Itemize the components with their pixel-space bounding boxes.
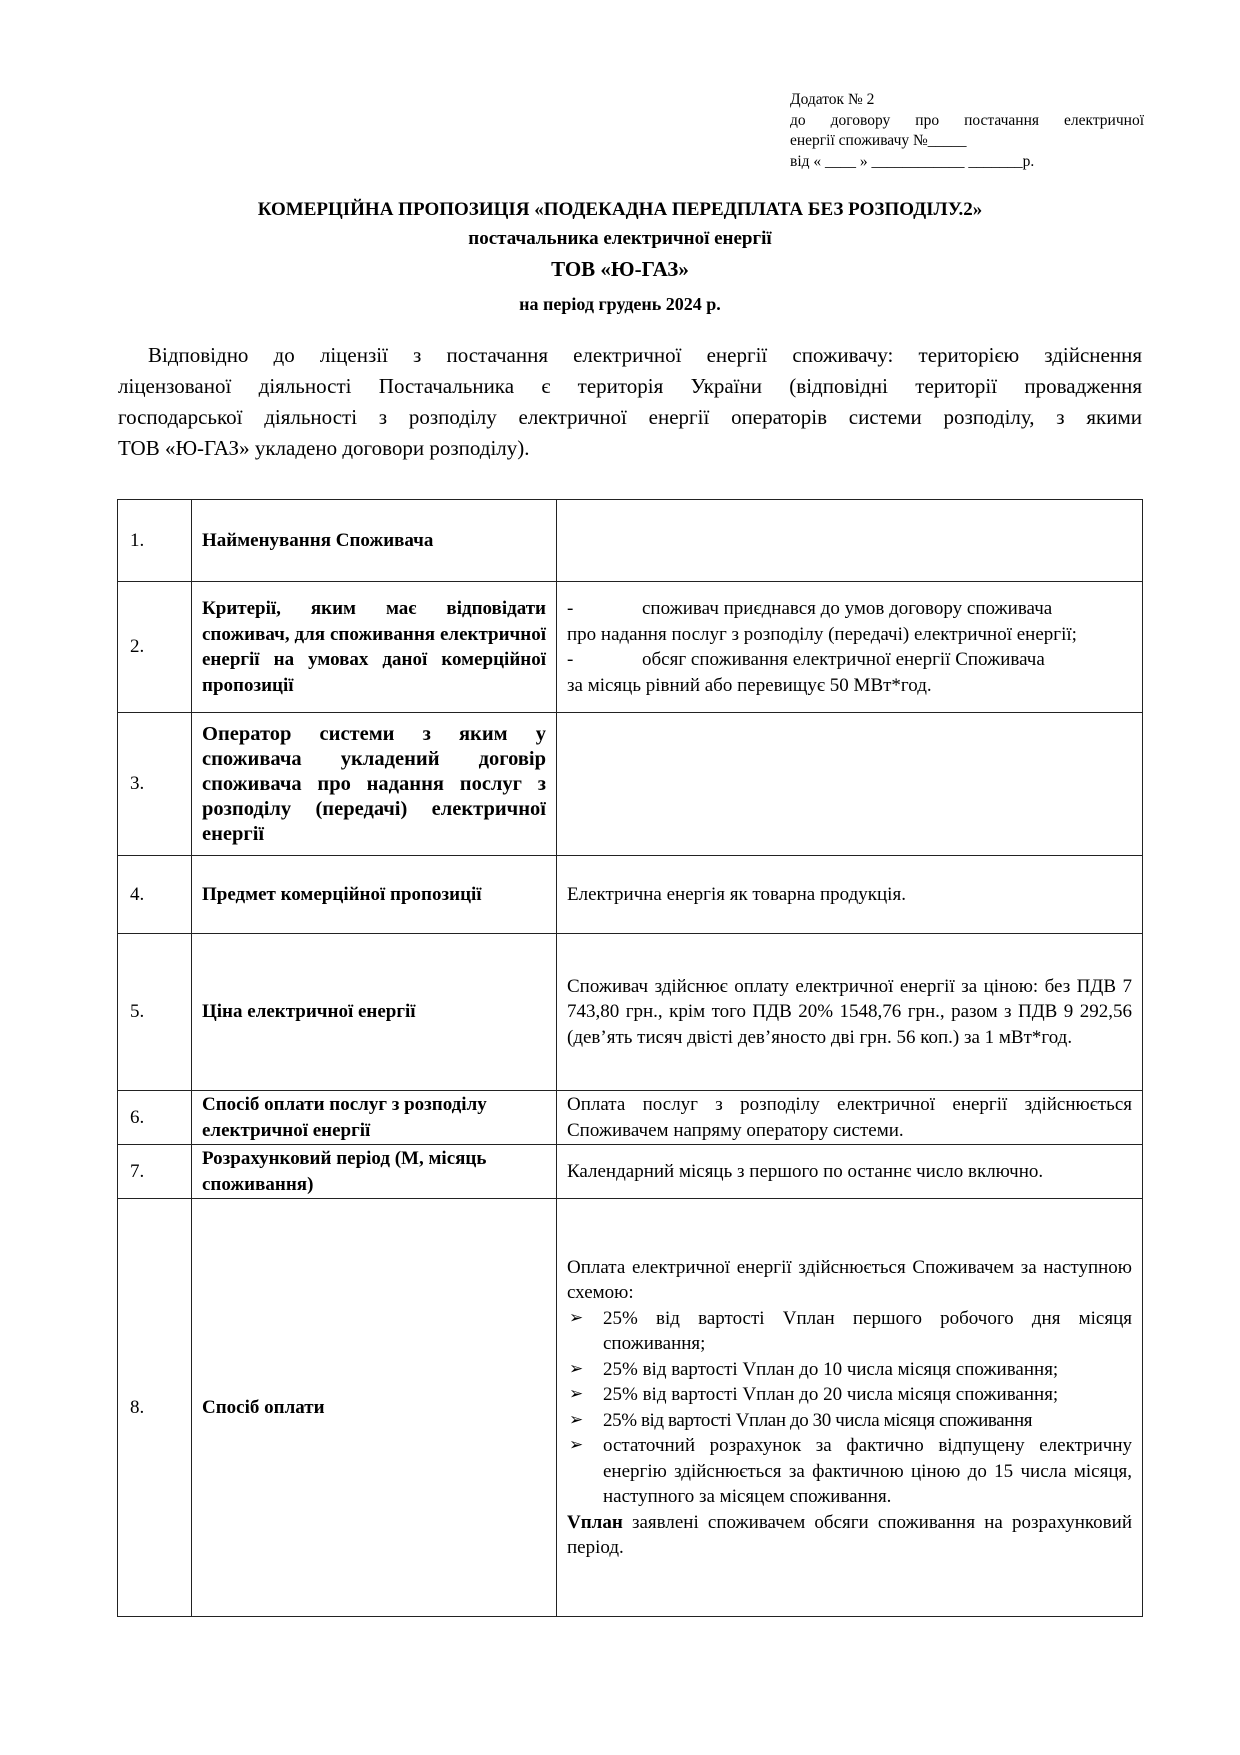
row-value	[557, 1199, 1143, 1617]
row-number: 3.	[118, 713, 192, 856]
payment-step: 25% від вартості Vплан до 30 числа місяця споживання	[603, 1409, 1033, 1431]
payment-step: 25% від вартості Vплан до 20 числа місяця споживання;	[603, 1384, 1059, 1405]
table-row	[118, 856, 1143, 934]
list-item	[567, 1433, 1132, 1510]
row-number: 6.	[118, 1091, 192, 1145]
annex-block	[790, 90, 1144, 172]
row-label: Найменування Споживача	[192, 500, 557, 582]
dash-marker: -	[567, 649, 574, 670]
document-subtitle: постачальника електричної енергії	[468, 228, 772, 249]
document-heading	[100, 195, 1140, 322]
criterion-tail: за місяць рівний або перевищує 50 МВт*год.	[567, 674, 932, 696]
vplan-definition: заявлені споживачем обсяги споживання на розрахунковий період.	[567, 1511, 1132, 1558]
arrowhead-bullet-icon: ➢	[569, 1435, 584, 1455]
table-row	[118, 1145, 1143, 1199]
criterion-head: обсяг споживання електричної енергії Споживача	[642, 649, 1045, 670]
payment-step: остаточний розрахунок за фактично відпущену електричну енергію здійснюється за фактичною ціною до 15 числа місяця, наступного за місяцем споживання.	[603, 1435, 1132, 1507]
vplan-note	[567, 1510, 1132, 1561]
row-value: Споживач здійснює оплату електричної енергії за ціною: без ПДВ 7 743,80 грн., крім того ПДВ 20% 1548,76 грн., разом з ПДВ 9 292,56 (дев’ять тисяч двісті дев’яносто дві грн. 56 коп.) за 1 мВт*год.	[557, 934, 1143, 1091]
intro-line: господарської діяльності з розподілу електричної енергії операторів системи розподілу, з якими	[118, 405, 1142, 429]
annex-date: від « ____ » ____________ _______р.	[790, 152, 1035, 170]
row-value: Оплата послуг з розподілу електричної енергії здійснюється Споживачем напряму оператору системи.	[557, 1091, 1143, 1145]
table-row	[118, 934, 1143, 1091]
arrowhead-bullet-icon: ➢	[569, 1358, 584, 1379]
arrowhead-bullet-icon: ➢	[569, 1409, 584, 1430]
row-number: 1.	[118, 500, 192, 582]
row-number: 5.	[118, 934, 192, 1091]
row-label: Ціна електричної енергії	[192, 934, 557, 1091]
intro-line: Відповідно до ліцензії з постачання електричної енергії споживачу: територією здійснення	[148, 343, 1142, 367]
offer-period: на період грудень 2024 р.	[519, 294, 721, 314]
row-label: Спосіб оплати послуг з розподілу електричної енергії	[192, 1091, 557, 1145]
row-value	[557, 582, 1143, 713]
row-value: Електрична енергія як товарна продукція.	[557, 856, 1143, 934]
table-row	[118, 1199, 1143, 1617]
arrowhead-bullet-icon: ➢	[569, 1384, 584, 1404]
vplan-term: Vплан	[567, 1511, 623, 1533]
row-number: 8.	[118, 1199, 192, 1617]
company-name: ТОВ «Ю-ГАЗ»	[551, 257, 689, 281]
list-item	[567, 1357, 1132, 1383]
row-number: 4.	[118, 856, 192, 934]
row-number: 7.	[118, 1145, 192, 1199]
row-label: Оператор системи з яким у споживача укладений договір споживача про надання послуг з розподілу (передачі) електричної енергії	[192, 713, 557, 856]
document-title: КОМЕРЦІЙНА ПРОПОЗИЦІЯ «ПОДЕКАДНА ПЕРЕДПЛАТА БЕЗ РОЗПОДІЛУ.2»	[257, 199, 983, 220]
intro-paragraph	[118, 340, 1142, 464]
payment-schedule-list	[567, 1306, 1132, 1510]
arrowhead-bullet-icon: ➢	[569, 1307, 584, 1328]
annex-contract-number: енергії споживачу №_____	[790, 132, 967, 149]
payment-step: 25% від вартості Vплан першого робочого дня місяця споживання;	[603, 1307, 1132, 1354]
criterion-item	[567, 647, 1132, 673]
criterion-tail: про надання послуг з розподілу (передачі) електричної енергії;	[567, 623, 1077, 645]
row-number: 2.	[118, 582, 192, 713]
table-row	[118, 500, 1143, 582]
table-row	[118, 1091, 1143, 1145]
table-row	[118, 713, 1143, 856]
criterion-head: споживач приєднався до умов договору споживача	[642, 598, 1053, 619]
row-label: Розрахунковий період (М, місяць споживання)	[192, 1145, 557, 1199]
annex-number: Додаток № 2	[790, 91, 875, 108]
list-item	[567, 1306, 1132, 1357]
row-label: Критерії, яким має відповідати споживач, для споживання електричної енергії на умовах даної комерційної пропозиції	[192, 582, 557, 713]
payment-step: 25% від вартості Vплан до 10 числа місяця споживання;	[603, 1358, 1059, 1380]
intro-line: ліцензованої діяльності Постачальника є територія України (відповідні території провадження	[118, 374, 1142, 398]
row-value	[557, 500, 1143, 582]
annex-contract-line: до договору про постачання електричної	[790, 111, 1144, 129]
intro-line: ТОВ «Ю-ГАЗ» укладено договори розподілу).	[118, 436, 530, 460]
table-row	[118, 582, 1143, 713]
row-value	[557, 713, 1143, 856]
dash-marker: -	[567, 598, 574, 619]
row-label: Спосіб оплати	[192, 1199, 557, 1617]
list-item	[567, 1382, 1132, 1408]
payment-intro: Оплата електричної енергії здійснюється Споживачем за наступною схемою:	[567, 1256, 1132, 1303]
criterion-item	[567, 596, 1132, 622]
row-label: Предмет комерційної пропозиції	[192, 856, 557, 934]
offer-terms-table	[117, 499, 1143, 1617]
row-value: Календарний місяць з першого по останнє число включно.	[557, 1145, 1143, 1199]
list-item	[567, 1408, 1132, 1434]
